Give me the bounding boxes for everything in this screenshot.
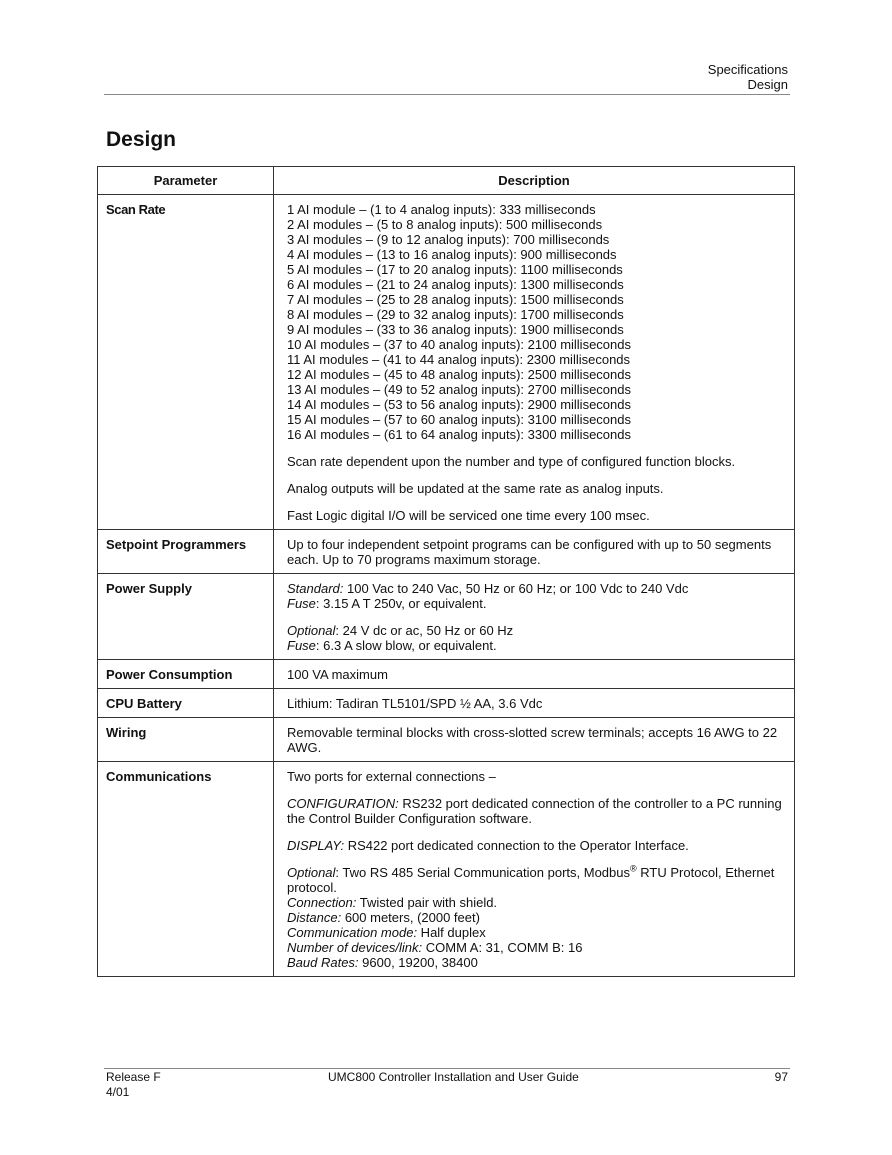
table-row-cpu-battery <box>98 689 795 718</box>
footer-release: Release F <box>106 1070 161 1084</box>
scan-rate-line: 7 AI modules – (25 to 28 analog inputs): 1500 milliseconds <box>287 292 624 307</box>
fuse-value: : 6.3 A slow blow, or equivalent. <box>315 638 497 653</box>
scan-rate-line: 9 AI modules – (33 to 36 analog inputs): 1900 milliseconds <box>287 322 624 337</box>
scan-rate-line: 8 AI modules – (29 to 32 analog inputs): 1700 milliseconds <box>287 307 624 322</box>
communications-optional <box>287 865 786 970</box>
table-row-power-consumption <box>98 660 795 689</box>
scan-rate-line: 12 AI modules – (45 to 48 analog inputs): 2500 milliseconds <box>287 367 631 382</box>
distance-label: Distance: <box>287 910 342 925</box>
scan-rate-note: Analog outputs will be updated at the same rate as analog inputs. <box>287 481 664 496</box>
table-header-row <box>98 167 795 195</box>
optional-label: Optional <box>287 865 336 880</box>
configuration-value: RS232 port dedicated connection of the controller to a PC running the Control Builder Configuration software. <box>287 796 782 826</box>
fuse-value: : 3.15 A T 250v, or equivalent. <box>315 596 487 611</box>
communications-configuration <box>287 796 786 826</box>
page-title: Design <box>106 128 177 151</box>
desc-setpoint-programmers: Up to four independent setpoint programs can be configured with up to 50 segments each. Up to 70 programs maximum storage. <box>274 530 795 574</box>
scan-rate-line: 10 AI modules – (37 to 40 analog inputs): 2100 milliseconds <box>287 337 631 352</box>
devices-label: Number of devices/link: <box>287 940 423 955</box>
scan-rate-line: 13 AI modules – (49 to 52 analog inputs): 2700 milliseconds <box>287 382 631 397</box>
scan-rate-line: 3 AI modules – (9 to 12 analog inputs): 700 milliseconds <box>287 232 610 247</box>
connection-label: Connection: <box>287 895 357 910</box>
param-cpu-battery: CPU Battery <box>98 689 274 718</box>
column-header-parameter: Parameter <box>98 167 274 195</box>
mode-value: Half duplex <box>417 925 486 940</box>
param-communications: Communications <box>98 762 274 977</box>
scan-rate-line: 14 AI modules – (53 to 56 analog inputs): 2900 milliseconds <box>287 397 631 412</box>
scan-rate-line: 2 AI modules – (5 to 8 analog inputs): 500 milliseconds <box>287 217 603 232</box>
table-row-scan-rate <box>98 195 795 530</box>
scan-rate-line: 15 AI modules – (57 to 60 analog inputs): 3100 milliseconds <box>287 412 631 427</box>
fuse-label: Fuse <box>287 638 316 653</box>
scan-rate-line: 1 AI module – (1 to 4 analog inputs): 333 milliseconds <box>287 202 596 217</box>
scan-rate-line: 5 AI modules – (17 to 20 analog inputs): 1100 milliseconds <box>287 262 623 277</box>
footer-release-info <box>106 1070 161 1100</box>
scan-rate-line: 11 AI modules – (41 to 44 analog inputs): 2300 milliseconds <box>287 352 631 367</box>
desc-power-supply <box>274 574 795 660</box>
scan-rate-line: 6 AI modules – (21 to 24 analog inputs): 1300 milliseconds <box>287 277 624 292</box>
scan-rate-line: 16 AI modules – (61 to 64 analog inputs): 3300 milliseconds <box>287 427 631 442</box>
distance-value: 600 meters, (2000 feet) <box>341 910 480 925</box>
desc-wiring: Removable terminal blocks with cross-slotted screw terminals; accepts 16 AWG to 22 AWG. <box>274 718 795 762</box>
running-header <box>708 62 788 92</box>
desc-power-consumption: 100 VA maximum <box>274 660 795 689</box>
standard-value: 100 Vac to 240 Vac, 50 Hz or 60 Hz; or 100 Vdc to 240 Vdc <box>343 581 689 596</box>
desc-scan-rate <box>274 195 795 530</box>
header-divider <box>104 94 790 95</box>
scan-rate-line: 4 AI modules – (13 to 16 analog inputs): 900 milliseconds <box>287 247 617 262</box>
display-label: DISPLAY: <box>287 838 345 853</box>
optional-label: Optional <box>287 623 336 638</box>
communications-intro: Two ports for external connections – <box>287 769 496 784</box>
configuration-label: CONFIGURATION: <box>287 796 399 811</box>
param-wiring: Wiring <box>98 718 274 762</box>
table-row-setpoint-programmers <box>98 530 795 574</box>
communications-display <box>287 838 786 853</box>
connection-value: Twisted pair with shield. <box>356 895 498 910</box>
optional-value: : Two RS 485 Serial Communication ports, Modbus <box>335 865 630 880</box>
mode-label: Communication mode: <box>287 925 418 940</box>
optional-value-cont: RTU Protocol, Ethernet protocol. <box>287 865 775 895</box>
desc-communications <box>274 762 795 977</box>
table-row-power-supply <box>98 574 795 660</box>
table-row-communications <box>98 762 795 977</box>
fuse-label: Fuse <box>287 596 316 611</box>
registered-mark: ® <box>630 863 637 874</box>
power-supply-optional <box>287 623 786 653</box>
desc-cpu-battery: Lithium: Tadiran TL5101/SPD ½ AA, 3.6 Vdc <box>274 689 795 718</box>
display-value: RS422 port dedicated connection to the Operator Interface. <box>344 838 689 853</box>
footer-guide-title: UMC800 Controller Installation and User Guide <box>328 1070 579 1084</box>
table-row-wiring <box>98 718 795 762</box>
baud-label: Baud Rates: <box>287 955 359 970</box>
footer-date: 4/01 <box>106 1085 130 1099</box>
baud-value: 9600, 19200, 38400 <box>358 955 478 970</box>
standard-label: Standard: <box>287 581 344 596</box>
param-power-supply: Power Supply <box>98 574 274 660</box>
scan-rate-note: Fast Logic digital I/O will be serviced one time every 100 msec. <box>287 508 650 523</box>
header-section: Specifications <box>707 62 788 77</box>
page-number: 97 <box>774 1070 788 1084</box>
header-subsection: Design <box>747 77 788 92</box>
power-supply-standard <box>287 581 786 611</box>
optional-value: : 24 V dc or ac, 50 Hz or 60 Hz <box>335 623 514 638</box>
param-setpoint-programmers: Setpoint Programmers <box>98 530 274 574</box>
param-power-consumption: Power Consumption <box>98 660 274 689</box>
scan-rate-note: Scan rate dependent upon the number and type of configured function blocks. <box>287 454 736 469</box>
footer-divider <box>104 1068 790 1069</box>
scan-rate-list <box>287 202 786 442</box>
devices-value: COMM A: 31, COMM B: 16 <box>422 940 583 955</box>
param-scan-rate: Scan Rate <box>98 195 274 530</box>
column-header-description: Description <box>274 167 795 195</box>
design-spec-table <box>97 166 795 977</box>
